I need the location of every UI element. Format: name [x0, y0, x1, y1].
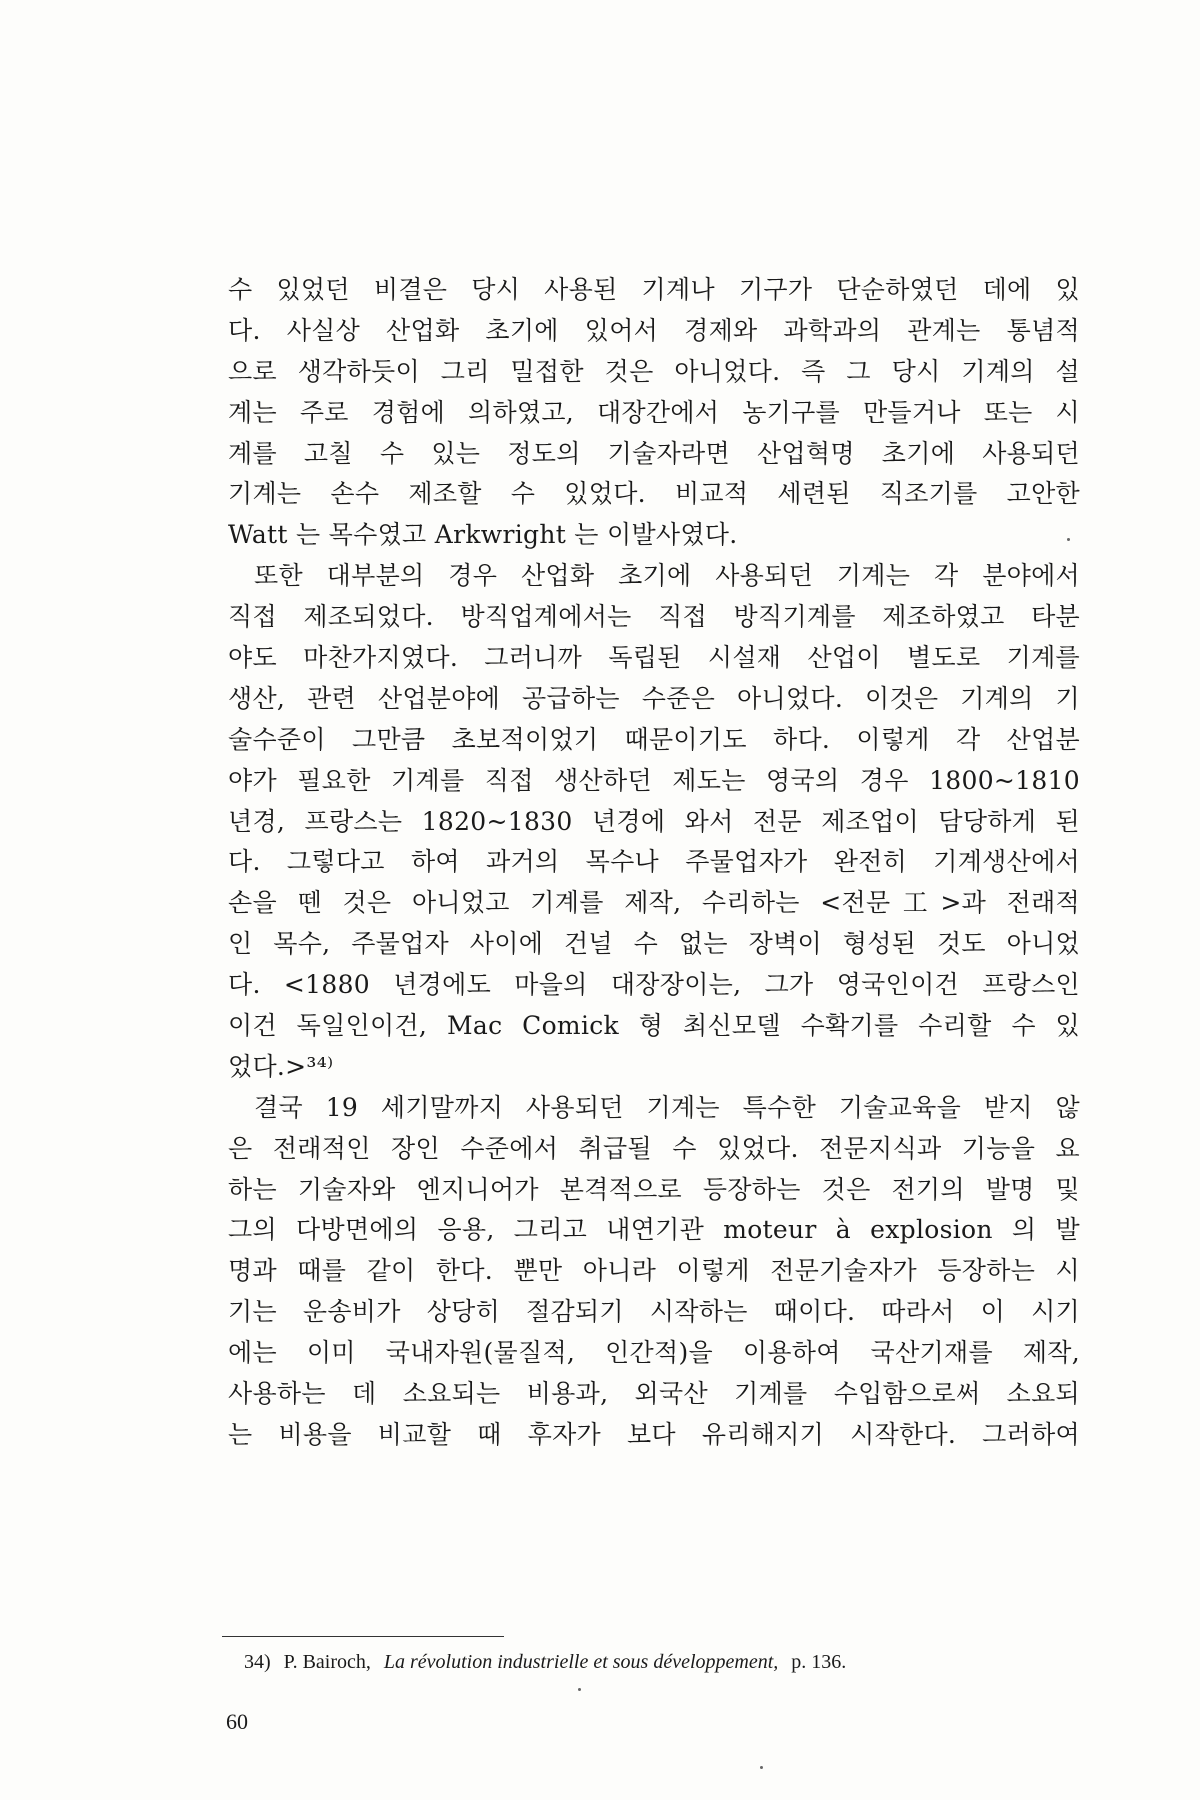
- text-line: 다. <1880 년경에도 마을의 대장장이는, 그가 영국인이건 프랑스인: [228, 970, 1080, 1000]
- text-line: 수 있었던 비결은 당시 사용된 기계나 기구가 단순하였던 데에 있: [228, 275, 1080, 304]
- text-line: 인 목수, 주물업자 사이에 건널 수 없는 장벽이 형성된 것도 아니었: [228, 929, 1080, 959]
- scan-speck: [760, 1766, 763, 1769]
- text-line: 다. 그렇다고 하여 과거의 목수나 주물업자가 완전히 기계생산에서: [228, 847, 1080, 877]
- text-line: 직접 제조되었다. 방직업계에서는 직접 방직기계를 제조하였고 타분: [228, 602, 1080, 632]
- text-line: 또한 대부분의 경우 산업화 초기에 사용되던 기계는 각 분야에서: [254, 561, 1080, 591]
- text-line: 년경, 프랑스는 1820~1830 년경에 와서 전문 제조업이 담당하게 된: [228, 806, 1080, 836]
- footnote-divider: [222, 1636, 504, 1637]
- text-line: 에는 이미 국내자원(물질적, 인간적)을 이용하여 국산기재를 제작,: [228, 1338, 1080, 1368]
- text-line: Watt 는 목수였고 Arkwright 는 이발사였다.: [228, 520, 738, 550]
- footnote-author: P. Bairoch,: [283, 1651, 371, 1673]
- text-line: 기계는 손수 제조할 수 있었다. 비교적 세련된 직조기를 고안한: [228, 479, 1080, 509]
- text-line: 손을 뗀 것은 아니었고 기계를 제작, 수리하는 <전문工>과 전래적: [228, 888, 1080, 918]
- text-line: 계는 주로 경험에 의하였고, 대장간에서 농기구를 만들거나 또는 시: [228, 397, 1080, 427]
- text-line: 다. 사실상 산업화 초기에 있어서 경제와 과학과의 관계는 통념적: [228, 315, 1080, 345]
- page-number: 60: [226, 1709, 248, 1734]
- text-line: 사용하는 데 소요되는 비용과, 외국산 기계를 수입함으로써 소요되: [228, 1379, 1080, 1409]
- footnote: [244, 1648, 846, 1676]
- text-line: 야가 필요한 기계를 직접 생산하던 제도는 영국의 경우 1800~1810: [228, 765, 1080, 795]
- text-line: 이건 독일인이건, Mac Comick 형 최신모델 수확기를 수리할 수 있: [228, 1011, 1080, 1041]
- footnote-title: La révolution industrielle et sous développement,: [383, 1651, 779, 1673]
- text-line: 하는 기술자와 엔지니어가 본격적으로 등장하는 것은 전기의 발명 및: [228, 1174, 1080, 1204]
- footnote-page: p. 136.: [791, 1651, 847, 1673]
- text-line: 명과 때를 같이 한다. 뿐만 아니라 이렇게 전문기술자가 등장하는 시: [228, 1256, 1080, 1286]
- footnote-number: 34): [244, 1651, 271, 1673]
- text-line: 생산, 관련 산업분야에 공급하는 수준은 아니었다. 이것은 기계의 기: [228, 683, 1080, 713]
- text-line: 그의 다방면에의 응용, 그리고 내연기관 moteur à explosion 의 발: [228, 1215, 1080, 1245]
- text-line: 계를 고칠 수 있는 정도의 기술자라면 산업혁명 초기에 사용되던: [228, 438, 1080, 468]
- text-line: 술수준이 그만큼 초보적이었기 때문이기도 하다. 이렇게 각 산업분: [228, 724, 1080, 754]
- body-text: [228, 270, 1080, 1456]
- text-line: 는 비용을 비교할 때 후자가 보다 유리해지기 시작한다. 그러하여: [228, 1419, 1080, 1449]
- scan-speck: [1067, 538, 1070, 541]
- text-line: 으로 생각하듯이 그리 밀접한 것은 아니었다. 즉 그 당시 기계의 설: [228, 356, 1080, 386]
- text-line: 었다.>³⁴⁾: [228, 1051, 334, 1081]
- text-line: 기는 운송비가 상당히 절감되기 시작하는 때이다. 따라서 이 시기: [228, 1297, 1080, 1327]
- scan-speck: [578, 1688, 581, 1691]
- text-line: 야도 마찬가지였다. 그러니까 독립된 시설재 산업이 별도로 기계를: [228, 643, 1080, 673]
- text-line: 은 전래적인 장인 수준에서 취급될 수 있었다. 전문지식과 기능을 요: [228, 1133, 1080, 1163]
- text-line: 결국 19 세기말까지 사용되던 기계는 특수한 기술교육을 받지 않: [254, 1092, 1080, 1122]
